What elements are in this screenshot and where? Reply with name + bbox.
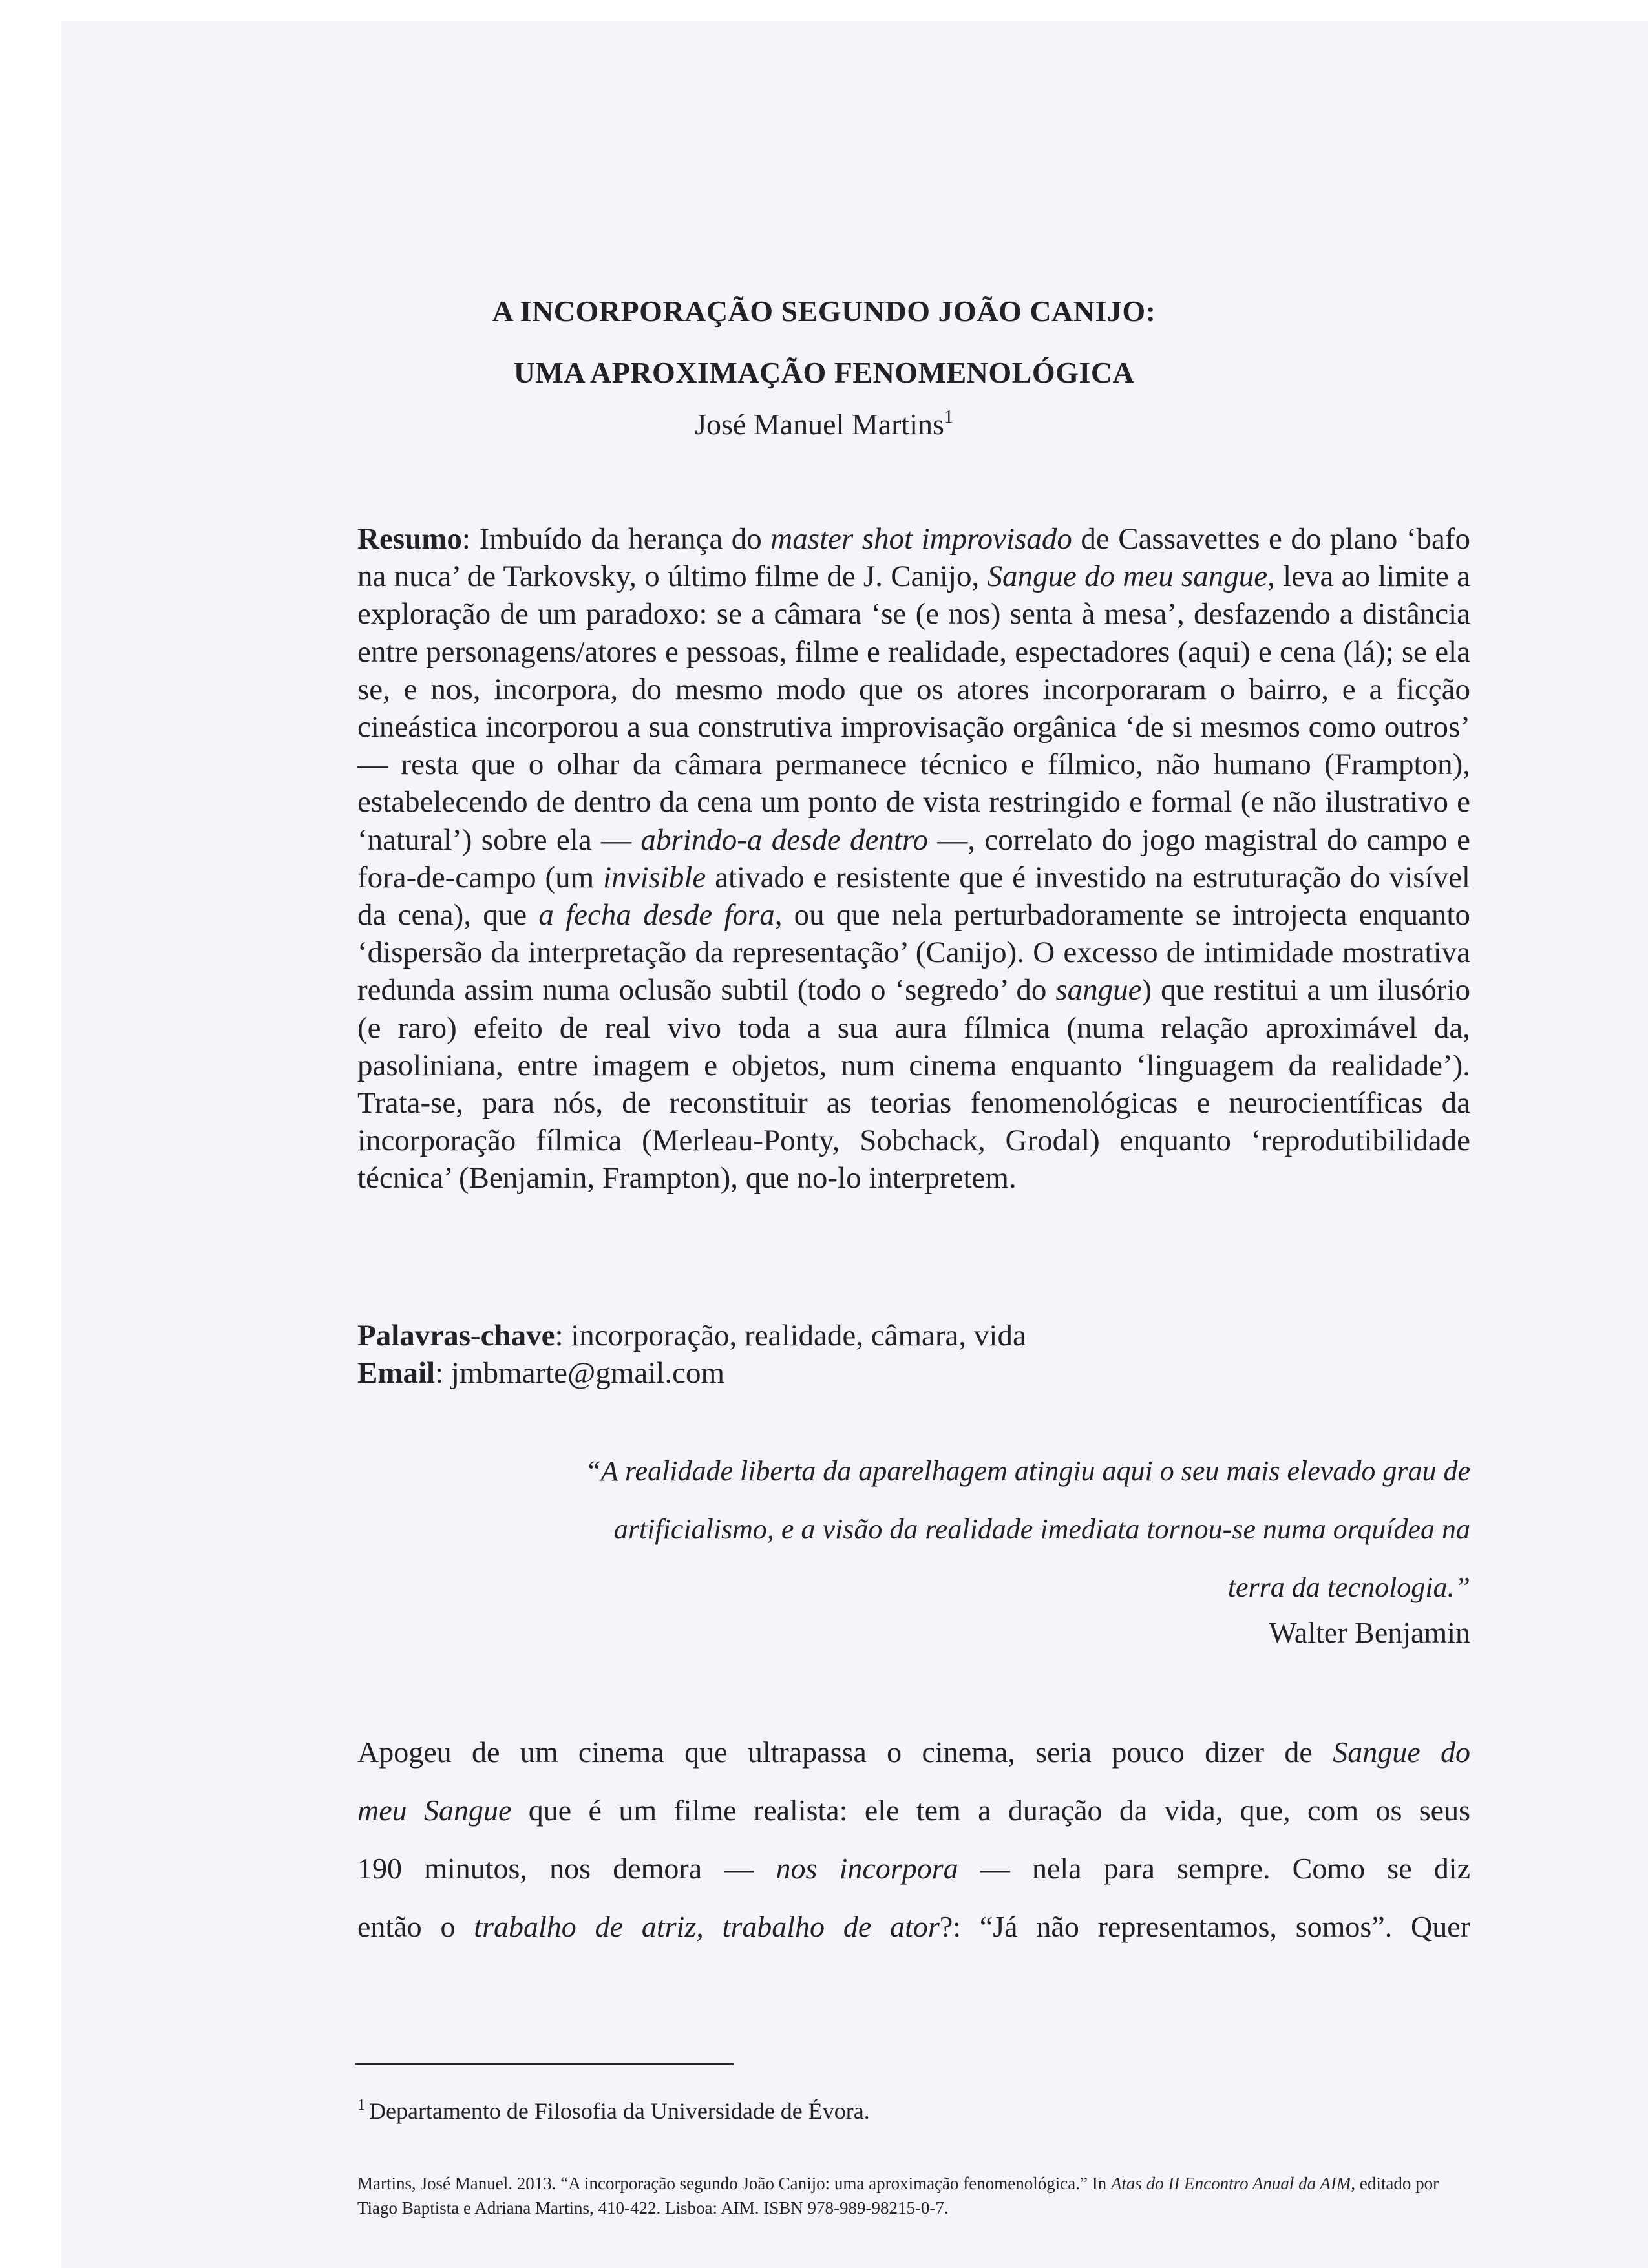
text-run: Apogeu de um cinema que ultrapassa o cinema, seria pouco dizer de <box>357 1736 1333 1769</box>
text-run: que é um filme realista: ele tem a duração da vida, que, com os seus <box>511 1794 1470 1827</box>
keywords-label: Palavras-chave <box>357 1319 555 1352</box>
citation-source: Atas do II Encontro Anual da AIM <box>1110 2174 1351 2193</box>
footnote <box>357 2097 870 2125</box>
citation-part-3: , editado por Tiago Baptista e Adriana Martins, 410-422. Lisboa: AIM. ISBN 978-989-98215-0-7. <box>357 2174 1439 2218</box>
italic-run: invisible <box>603 860 706 894</box>
epigraph-line: artificialismo, e a visão da realidade imediata tornou-se numa orquídea na <box>613 1513 1470 1545</box>
author-name <box>0 407 1648 441</box>
text-run: ) que restitui a um ilusório (e raro) efeito de real vivo toda a sua aura fílmica (numa relação aproximável da, pasoliniana, entre imagem e objetos, num cinema enquanto ‘linguagem da realidade’). Trata-se, para nós, de reconstituir as teorias fenomenológicas e neurocientíficas da incorporação fílmica (Merleau-Ponty, Sobchack, Grodal) enquanto ‘reprodutibilidade técnica’ (Benjamin, Frampton), que no-lo interpretem. <box>357 973 1470 1195</box>
italic-run: trabalho de atriz, trabalho de ator <box>474 1910 940 1943</box>
epigraph-line: “A realidade liberta da aparelhagem atingiu aqui o seu mais elevado grau de <box>585 1455 1470 1487</box>
abstract-label: Resumo <box>357 522 462 556</box>
body-paragraph <box>357 1723 1470 1956</box>
footnote-separator <box>355 2063 734 2065</box>
text-run: ?: “Já não representamos, somos”. Quer <box>939 1910 1470 1943</box>
italic-run: abrindo-a desde dentro <box>640 823 928 857</box>
epigraph-line: terra da tecnologia.” <box>1227 1571 1470 1603</box>
italic-run: master shot improvisado <box>770 522 1072 556</box>
keywords-value: : incorporação, realidade, câmara, vida <box>555 1319 1026 1352</box>
author-text: José Manuel Martins <box>695 408 944 441</box>
italic-run: Sangue do meu sangue <box>987 560 1268 594</box>
abstract <box>357 520 1470 1197</box>
text-run: : Imbuído da herança do <box>461 522 771 556</box>
footnote-reference[interactable]: 1 <box>944 407 953 427</box>
epigraph-attribution: Walter Benjamin <box>1269 1616 1470 1649</box>
text-run: , leva ao limite a exploração de um paradoxo: se a câmara ‘se (e nos) senta à mesa’, desfazendo a distância entre personagens/atores e pessoas, filme e realidade, espectadores (aqui) e cena (lá); se ela se, e nos, incorpora, do mesmo modo que os atores incorporaram o bairro, e a ficção cineástica incorporou a sua construtiva improvisação orgânica ‘de si mesmos como outros’ — resta que o olhar da câmara permanece técnico e fílmico, não humano (Frampton), estabelecendo de dentro da cena um ponto de vista restringido e formal (e não ilustrativo e ‘natural’) sobre ela — <box>357 560 1470 857</box>
body-line <box>357 1723 1470 1781</box>
text-run: 190 minutos, nos demora — <box>357 1852 776 1885</box>
italic-run: meu Sangue <box>357 1794 512 1827</box>
email-line <box>357 1354 1470 1392</box>
footnote-text: Departamento de Filosofia da Universidade de Évora. <box>369 2098 870 2124</box>
citation <box>357 2171 1470 2220</box>
title-line-2: UMA APROXIMAÇÃO FENOMENOLÓGICA <box>513 356 1135 389</box>
email-label: Email <box>357 1356 436 1390</box>
text-run: , ou que nela perturbadoramente se introjecta enquanto ‘dispersão da interpretação da representação’ (Canijo). O excesso de intimidade mostrativa redunda assim numa oclusão subtil (todo o ‘segredo’ do <box>357 898 1470 1007</box>
text-run: então o <box>357 1910 474 1943</box>
italic-run: Sangue do <box>1333 1736 1470 1769</box>
keywords <box>357 1317 1470 1354</box>
email-value[interactable]: : jmbmarte@gmail.com <box>435 1356 725 1390</box>
text-run: —, correlato do jogo magistral do campo e fora-de-campo (um <box>357 823 1470 894</box>
footnote-mark: 1 <box>357 2097 365 2114</box>
epigraph-quote <box>464 1442 1470 1617</box>
body-line <box>357 1781 1470 1840</box>
italic-run: nos incorpora <box>776 1852 958 1885</box>
citation-part-1: Martins, José Manuel. 2013. “A incorporação segundo João Canijo: uma aproximação fenomenológica.” In <box>357 2174 1111 2193</box>
text-run: ativado e resistente que é investido na estruturação do visível da cena), que <box>357 860 1470 932</box>
text-run: — nela para sempre. Como se diz <box>958 1852 1470 1885</box>
title-line-1: A INCORPORAÇÃO SEGUNDO JOÃO CANIJO: <box>492 295 1156 328</box>
body-line <box>357 1898 1470 1956</box>
body-line <box>357 1840 1470 1898</box>
italic-run: a fecha desde fora <box>538 898 775 932</box>
abstract-text <box>357 522 1470 1195</box>
italic-run: sangue <box>1055 973 1142 1007</box>
text-run: de Cassavettes e do plano ‘bafo na nuca’ de Tarkovsky, o último filme de J. Canijo, <box>357 522 1470 594</box>
